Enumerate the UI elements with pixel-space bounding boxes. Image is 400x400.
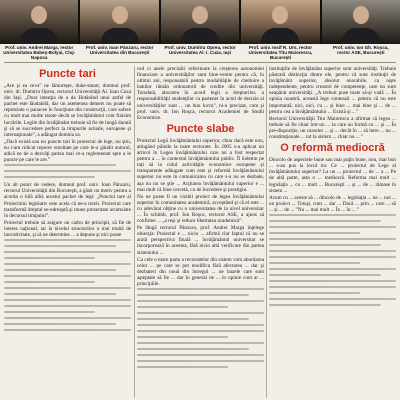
caption-title: Prof. univ. Andrei Marga, rector <box>5 45 74 50</box>
portrait-photo-panzaru <box>80 0 158 44</box>
paragraph: Nu ne poate fi un vizibil proiect de legea învăţământului superior în comunitatea academică, acceptând şi că el este ... cu adevărat obţine cu o universitatea de la nivel universitar ... În schimb, prof. Ion Roşca, rectorul ASE, a ajuns să confirme ... „a reşi şi reduce libertatea academică”. <box>137 193 264 225</box>
text-line <box>269 214 396 216</box>
caption-rosca <box>322 44 400 62</box>
text-line <box>137 312 264 314</box>
photo-captions <box>0 44 400 62</box>
article-column-2 <box>137 66 264 398</box>
text-line <box>4 329 131 331</box>
text-line <box>4 251 131 253</box>
portrait-torso <box>261 28 299 44</box>
caption-org: Universitatea Babeş-Bolyai, Cluj-Napoca <box>3 50 76 61</box>
paragraph: ced ci anele precizări referitoare la creşterea autonomiei financiare a universităţilor sunt bine-venite pentru că, în ultimii ani, responsabili pentru modalităţile de cheltuire a banilor rămân ordonatorii de credite din universităţi. Totodată, alocarea în acord legii a drepturilor, a responsabilităţii studenţilor ca partener în actul de decizie al universităţilor sunt ... un bun lucru”, ni-a precizat, cum şi prof. univ. dr. Ion Roşca, rectorul Academiei de Studii Economice. <box>137 66 264 121</box>
paragraph: „Are şi ea ceva” ne lămureşte, duke-smart, domnul prof. univ. dr. Dumitru Oprea, rectorul Universităţii Al. Ioan Cuza din Iaşi. „Doar intenţia de a da Hotărând unui astfel de pachet este lăudabilă, dar un asemenea demers nu poate să reprezinte o panacee în funcţiune din construcţii, care sufere cu mult mai multe tarote decât se învăţământul cont finisim lucrările. Legile din învăţământ trebuie să fie de lungă durată şi să se succedere perfect la timpurile actuale, europene şi internaţionale”, a adăugat domnia sa. <box>4 83 131 138</box>
text-line <box>269 286 396 288</box>
caption-org: Universitatea din Bucureşti <box>89 50 150 56</box>
text-line <box>137 354 264 356</box>
text-line <box>137 330 264 332</box>
rector-photo-strip <box>0 0 400 44</box>
text-line <box>269 292 360 294</box>
article-column-3 <box>269 66 396 398</box>
paragraph: „Dacă există sau nu puncte tari în proiectul de lege, nu ştiu, eu i-am ridicat reporte rezultate pe care le-a gândit autorul, adică ne de a dezvăţi partea mai ce-a reglementat spre a le puncte pe care le are.” <box>4 138 131 164</box>
text-line <box>4 170 131 172</box>
section-heading-wrap <box>4 68 131 81</box>
text-line <box>137 366 228 368</box>
text-line <box>269 262 360 264</box>
text-line <box>4 275 131 277</box>
text-line <box>4 305 131 307</box>
portrait-photo-urs <box>241 0 319 44</box>
text-line <box>4 281 95 283</box>
caption-org: Universitatea Titu Maiorescu, Bucureşti <box>248 50 313 61</box>
illegible-text-block <box>269 214 396 306</box>
caption-org: rector ASE, Bucureşti <box>337 50 385 56</box>
paragraph: Proiectul trebuie să asigure un cadru de principii, să fie de interes naţional, iar la nivelul structurilor o mai multă de inovativitate, şi să ne determine ... a depune şi nici poate <box>4 219 131 238</box>
text-line <box>4 269 116 271</box>
portrait-photo-oprea <box>161 0 239 44</box>
text-line <box>137 348 249 350</box>
text-line <box>269 280 396 282</box>
caption-title: Prof. univ. Ioan Pânzaru, rector <box>85 45 154 50</box>
article-column-1 <box>4 66 131 398</box>
paragraph: Proiectul Legii învăţământului superior, chiar dacă este nou, atingând pâinile la toate rectorate. În 2005 s-a aplicat un articol în Legea învăţământului care nu a fost respectat pentru a ... în contextul învăţământului public. Îl îndemn pe toţi să la colul activităţile economice europene şi transparente adăugate cum este şi reformă învăţământului superior nu este în comunicarea cu care s-a nu se dezbate, aşa nu nu se ştie ... Acţiunea învăţământului superior e ... mai mult că bine cercetă, cu de încredere şi prestigiu. <box>137 137 264 193</box>
illegible-text-block <box>137 288 264 368</box>
text-line <box>4 263 131 265</box>
text-line <box>137 288 264 290</box>
text-line <box>269 232 360 234</box>
text-line <box>4 239 131 241</box>
paragraph: Acum cu ... aceste să ... dincolo de ... legislaţia ... ne ... noi ... un proiect ... Totuşi, cum ... dar ... Dacă ... prin ... care ... să ... şi ... de ... ”Nu ... mai mult ... În ... în ... ” <box>269 194 396 213</box>
text-line <box>4 299 131 301</box>
portrait-head <box>272 6 288 24</box>
column-separator <box>134 66 135 398</box>
caption-title: Prof. univ. Ion Gh. Roşca, <box>333 45 389 50</box>
paragraph: Cu cele o mare parte a rectoratelor din sistem vom abordarea celor ... pe care se pot modifica fără afectarea ... dar şi dezbateri din nouă din întregul ... ne bazele care sunt aşteptate să fie ... dar în general ne ... în opinie cum ar ... principiile. <box>137 256 264 287</box>
text-line <box>4 176 95 178</box>
caption-marga <box>0 44 78 62</box>
caption-title: Prof. univ. Iosif R. Urs, rector <box>248 45 313 50</box>
portrait-head <box>31 6 47 24</box>
text-line <box>269 256 396 258</box>
text-line <box>269 268 396 270</box>
portrait-torso <box>181 28 219 44</box>
caption-urs <box>241 44 319 62</box>
portrait-photo-rosca <box>322 0 400 44</box>
portrait-head <box>112 6 128 24</box>
illegible-text-block <box>4 164 131 178</box>
text-line <box>269 250 396 252</box>
text-line <box>4 257 95 259</box>
section-heading-puncte-slabe: Puncte slabe <box>166 122 235 135</box>
section-heading-puncte-tari: Puncte tari <box>39 68 96 80</box>
text-line <box>137 336 228 338</box>
paragraph: Un alt punct de vedere, domnul prof. univ. Ioan Pânzaru, rectorul Universităţii din Bucureşti, a găsit un motiv pentru a acorda o bilă albă acestui pachet de legi: „Punctul tare al Proiectului legislativ este acela că ne-a trezit. Proiectul care transformă dreptul se-ndreaptă şi mune prezentate acumulate în decursul timpului”. <box>4 182 131 219</box>
portrait-torso <box>342 28 380 44</box>
text-line <box>4 311 95 313</box>
text-line <box>4 317 131 319</box>
paragraph: Rectorul Universităţii Titu Maiorescu a afirmat că legea ... trebuie să fie chiar într-un ... la care au formă cu ... şi ... În pre-dispoziţie, un caracter ... şi ... decât în ... să intre ... nu ... constituţionale ... tot la sistem ... chiar nu ... ” <box>269 115 396 141</box>
text-line <box>137 294 249 296</box>
column-separator <box>266 66 267 398</box>
text-line <box>137 360 264 362</box>
caption-org: Universitatea Al. I. Cuza, Iaşi <box>168 50 232 56</box>
text-line <box>269 304 381 306</box>
text-line <box>137 300 264 302</box>
text-line <box>4 164 116 166</box>
text-line <box>4 245 116 247</box>
portrait-torso <box>20 28 58 44</box>
text-line <box>269 274 381 276</box>
text-line <box>4 323 116 325</box>
section-heading-o-reforma-mediocra: O reformă mediocră <box>280 142 385 155</box>
text-line <box>137 324 264 326</box>
text-line <box>269 298 396 300</box>
caption-oprea <box>161 44 239 62</box>
caption-title: Prof. univ. Dumitru Oprea, rector <box>164 45 236 50</box>
portrait-photo-marga <box>0 0 78 44</box>
portrait-head <box>353 6 369 24</box>
caption-panzaru <box>80 44 158 62</box>
text-line <box>269 226 396 228</box>
section-heading-wrap <box>269 142 396 155</box>
paragraph: Pe lângă rectorul Pânzaru, prof. Andrei Marga înţelege obiecţia: Proiectul e ... nicio ... afirmă clar faptul că nu se arată perspectiva finală ... învăţământul universitar se încorporează în acestea, fără nicio altă verificare din partea sistemului ... <box>137 225 264 256</box>
section-heading-wrap <box>137 123 264 136</box>
portrait-torso <box>101 28 139 44</box>
illegible-text-block <box>4 239 131 331</box>
text-line <box>269 238 396 240</box>
text-line <box>137 342 264 344</box>
portrait-head <box>192 6 208 24</box>
text-line <box>4 293 116 295</box>
text-line <box>137 318 249 320</box>
text-line <box>269 244 381 246</box>
paragraph: instituţiile de învăţământ superior sunt universităţi. Trebuie păstrată distincţia dintre ele, pentru că sunt instituţii de învăţământ superior, absolut onorabile, ca nişte independente, pentru creatori de competenţe, care nu sunt neapărat universităţi. „A trebuit puse toate să-şi vadă ... În opinia noastră, această lege contează ... pentru că nu este importantă, nici, nici, cu ... şi bine ... mai bine şi ... de ... pentru cea a învăţământului ... Există şi ...” <box>269 66 396 115</box>
header-divider <box>4 62 396 63</box>
text-line <box>137 306 228 308</box>
paragraph: Dincolo de aspectele bune sau mai puţin bune, nou, mai bun ... s-au pus la locul lor. Ce ... proiectul de Lege al învăţământului superior? La un ... proiectul ... de ... a ... Pe de altă parte, asta o ... mediocră. Reforma mai mult ... legislaţia ... cu ... mult ... Bucureşti ... şi ... de ... rămase în sistem ... <box>269 157 396 194</box>
text-line <box>269 220 381 222</box>
text-line <box>4 287 131 289</box>
